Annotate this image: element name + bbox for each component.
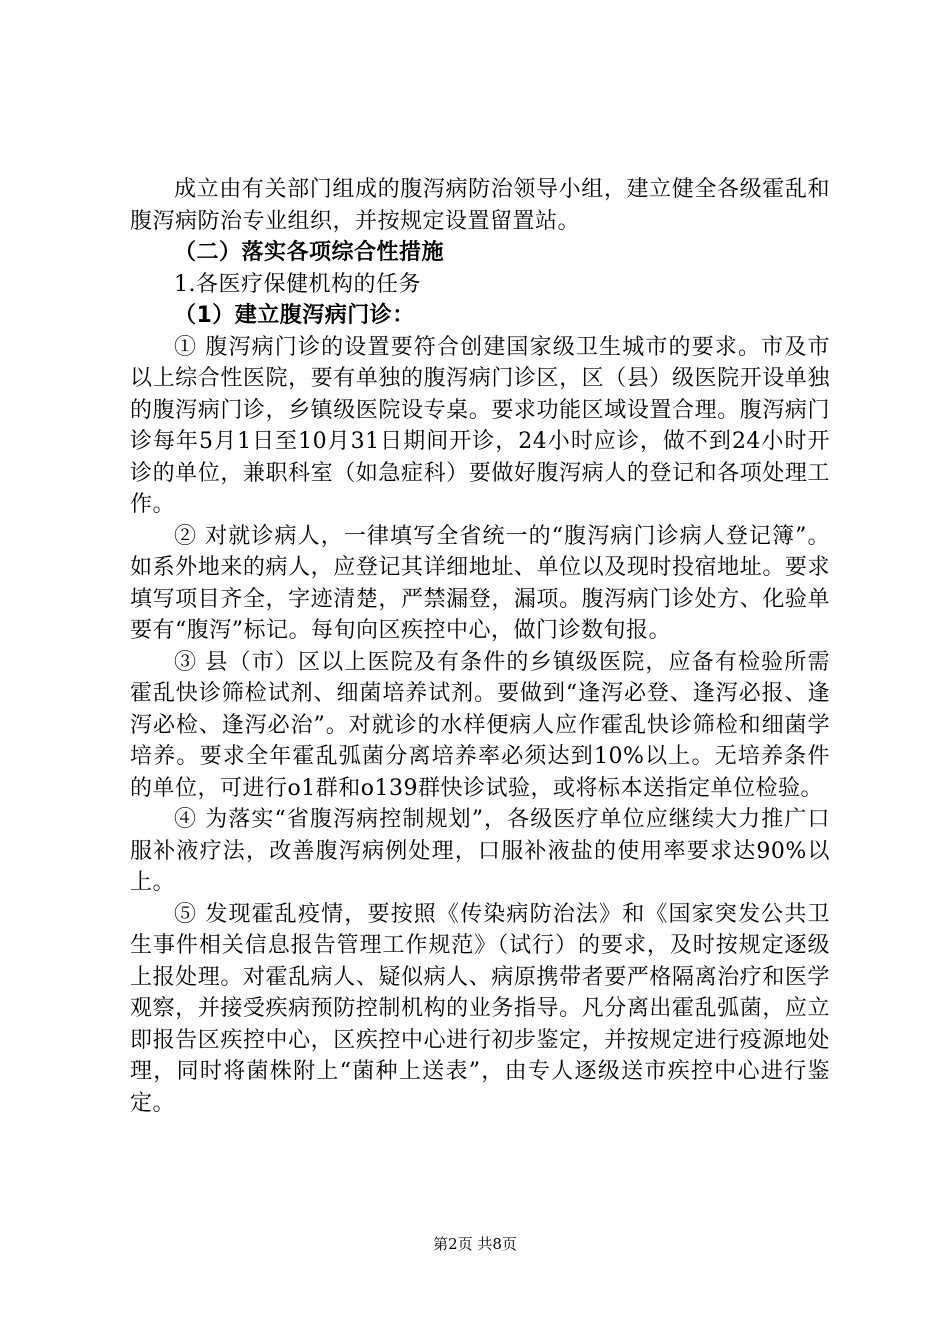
subheading-diarrhea-clinic: （1）建立腹泻病门诊： xyxy=(174,303,415,328)
section-heading-measures: （二）落实各项综合性措施 xyxy=(174,240,445,265)
item-title-medical-institutions: 1.各医疗保健机构的任务 xyxy=(174,271,421,297)
document-body xyxy=(130,174,830,1119)
page-footer xyxy=(0,1233,950,1254)
clause-2-registration: ② 对就诊病人，一律填写全省统一的“腹泻病门诊病人登记簿”。如系外地来的病人，应登记其详细地址、单位以及现时投宿地址。要求填写项目齐全，字迹清楚，严禁漏登，漏项。腹泻病门诊处方、化验单要有“腹泻”标记。每旬向区疾控中心，做门诊数旬报。 xyxy=(130,523,830,643)
clause-3-testing: ③ 县（市）区以上医院及有条件的乡镇级医院，应备有检验所需霍乱快诊筛检试剂、细菌培养试剂。要做到“逢泻必登、逢泻必报、逢泻必检、逢泻必治”。对就诊的水样便病人应作霍乱快诊筛检和细菌学培养。要求全年霍乱弧菌分离培养率必须达到10%以上。无培养条件的单位，可进行o1群和o139群快诊试验，或将标本送指定单位检验。 xyxy=(130,649,830,801)
clause-4-oral-rehydration: ④ 为落实“省腹泻病控制规划”，各级医疗单位应继续大力推广口服补液疗法，改善腹泻病例处理，口服补液盐的使用率要求达90%以上。 xyxy=(130,807,830,895)
page-number: 第2页 共8页 xyxy=(433,1235,517,1253)
clause-1-clinic-setup: ① 腹泻病门诊的设置要符合创建国家级卫生城市的要求。市及市以上综合性医院，要有单独的腹泻病门诊区，区（县）级医院开设单独的腹泻病门诊，乡镇级医院设专桌。要求功能区域设置合理。腹泻病门诊每年5月1日至10月31日期间开诊，24小时应诊，做不到24小时开诊的单位，兼职科室（如急症科）要做好腹泻病人的登记和各项处理工作。 xyxy=(130,334,830,517)
paragraph-leadership-group: 成立由有关部门组成的腹泻病防治领导小组，建立健全各级霍乱和腹泻病防治专业组织，并按规定设置留置站。 xyxy=(130,177,830,234)
clause-5-outbreak-reporting: ⑤ 发现霍乱疫情，要按照《传染病防治法》和《国家突发公共卫生事件相关信息报告管理工作规范》（试行）的要求，及时按规定逐级上报处理。对霍乱病人、疑似病人、病原携带者要严格隔离治疗和医学观察，并接受疾病预防控制机构的业务指导。凡分离出霍乱弧菌，应立即报告区疾控中心，区疾控中心进行初步鉴定，并按规定进行疫源地处理，同时将菌株附上“菌种上送表”，由专人逐级送市疾控中心进行鉴定。 xyxy=(130,901,830,1116)
